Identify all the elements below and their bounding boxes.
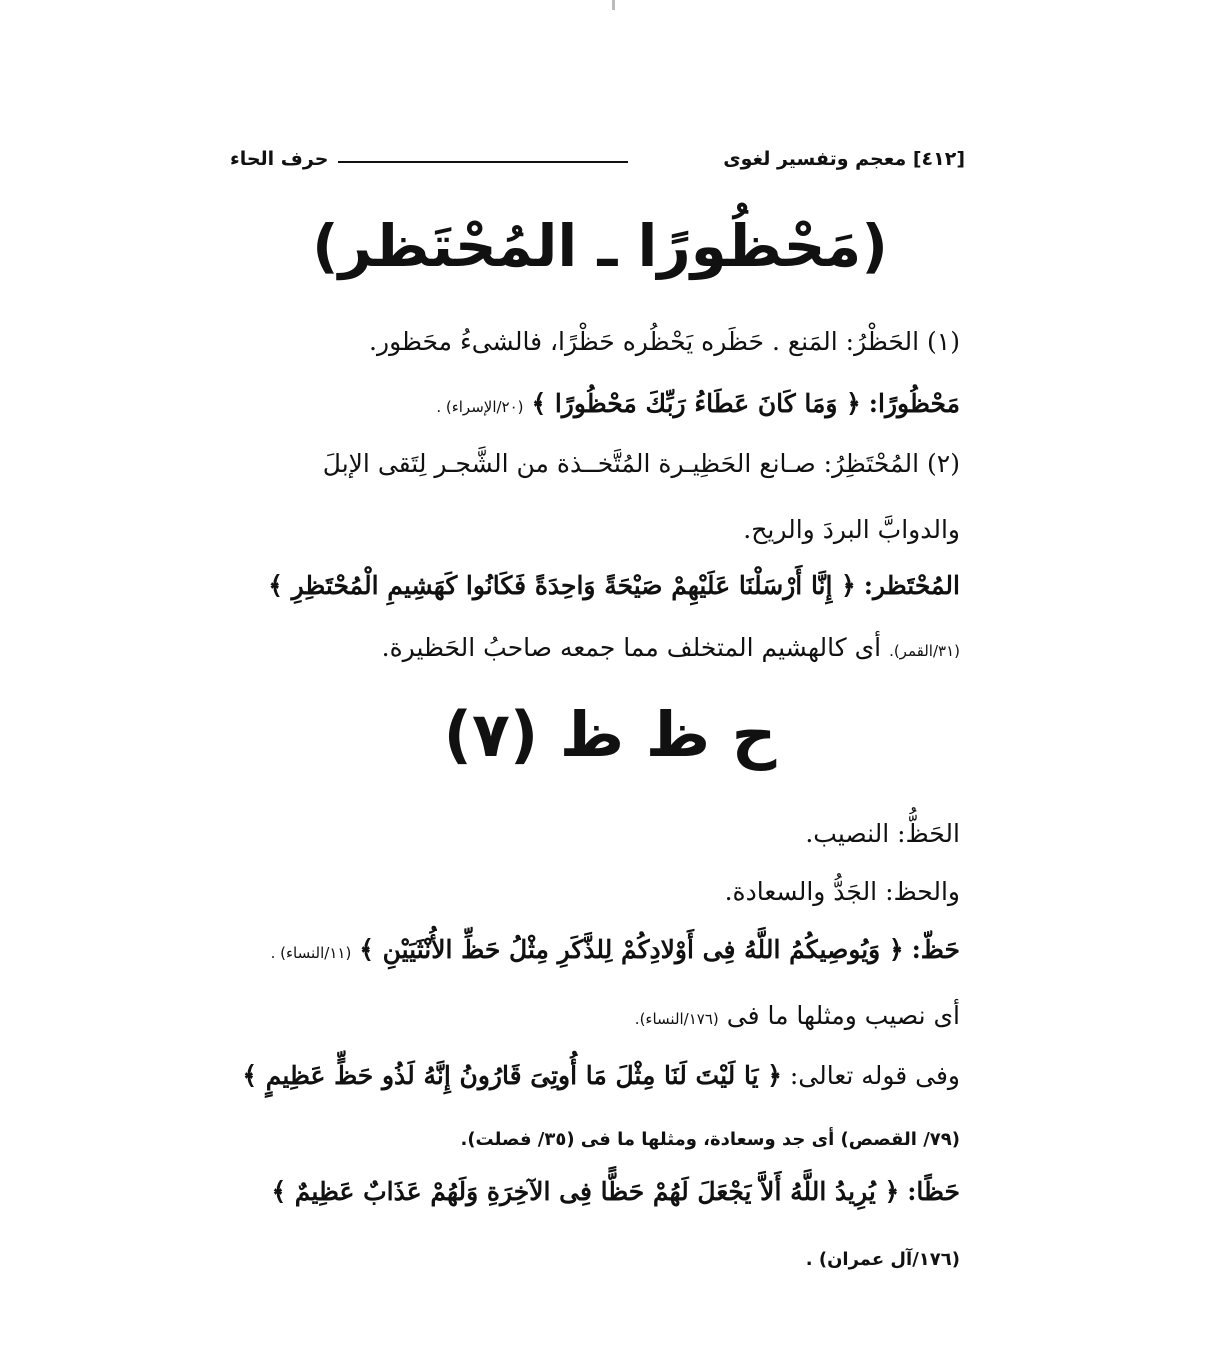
header-book-title: [٤١٢] معجم وتفسير لغوى <box>723 148 965 170</box>
hazza-line <box>230 1172 960 1212</box>
mahzur-label: مَحْظُورًا: <box>868 389 960 418</box>
qarun-note: (٧٩/ القصص) أى جد وسعادة، ومثلها ما فى (٣٥/ فصلت). <box>460 1129 960 1150</box>
hazz-reference: (١١/النساء) . <box>270 944 352 962</box>
hazz-definition-2: والحظ: الجَدُّ والسعادة. <box>724 877 960 906</box>
root-title: ح ظ ظ (٧) <box>443 698 777 771</box>
mahzur-quote: ﴿ وَمَا كَانَ عَطَاءُ رَبِّكَ مَحْظُورًا ﴾ <box>531 389 861 418</box>
hazza-reference: (١٧٦/آل عمران) . <box>805 1249 960 1270</box>
entry-title: (مَحْظُورًا ـ المُحْتَظر) <box>312 212 888 280</box>
hazz-quote: ﴿ وَيُوصِيكُمُ اللَّهُ فِى أَوْلادِكُمْ لِلذَّكَرِ مِثْلُ حَظِّ الأُنْثَيَيْنِ ﴾ <box>359 935 904 964</box>
qarun-intro: وفى قوله تعالى: <box>789 1061 960 1090</box>
hazz-line <box>230 930 960 973</box>
qarun-line <box>230 1056 960 1096</box>
scan-mark <box>612 0 615 10</box>
muhtazir-label: المُحْتَظر: <box>863 571 960 600</box>
mahzur-line <box>230 384 960 427</box>
hazz-explanation: أى نصيب ومثلها ما فى <box>726 1001 960 1030</box>
hazz-explanation-line <box>230 996 960 1039</box>
header-section-title: حرف الحاء <box>230 148 329 170</box>
hazza-label: حَظًا: <box>907 1177 960 1206</box>
hazz-label: حَظّ: <box>911 935 960 964</box>
qarun-quote: ﴿ يَا لَيْتَ لَنَا مِثْلَ مَا أُوتِىَ قَارُونُ إِنَّهُ لَذُو حَظٍّ عَظِيمٍ ﴾ <box>242 1061 782 1090</box>
header-rule <box>338 161 628 163</box>
hazz-explanation-reference: (١٧٦/النساء). <box>634 1010 719 1028</box>
muhtazir-explanation: أى كالهشيم المتخلف مما جمعه صاحبُ الحَظيرة. <box>381 633 882 662</box>
muhtazir-reference: (٣١/القمر). <box>889 642 960 660</box>
muhtazir-explanation-line <box>230 628 960 671</box>
definition-line-2a: (٢) المُحْتَظِرُ: صـانع الحَظِيـرة المُتَّخــذة من الشَّجـر لِتَقى الإبلَ <box>322 449 960 478</box>
muhtazir-line <box>230 566 960 606</box>
hazz-definition-1: الحَظُّ: النصيب. <box>805 819 960 848</box>
muhtazir-quote: ﴿ إِنَّا أَرْسَلْنَا عَلَيْهِمْ صَيْحَةً وَاحِدَةً فَكَانُوا كَهَشِيمِ الْمُحْتَظِرِ ﴾ <box>268 571 856 600</box>
running-header <box>230 148 965 178</box>
mahzur-reference: (٢٠/الإسراء) . <box>436 398 524 416</box>
definition-line-1: (١) الحَظْرُ: المَنع . حَظَره يَحْظُره حَظْرًا، فالشىءُ محَظور. <box>369 327 960 356</box>
hazza-quote: ﴿ يُرِيدُ اللَّهُ أَلاَّ يَجْعَلَ لَهُمْ حَظًّا فِى الآخِرَةِ وَلَهُمْ عَذَابٌ عَظِيمٌ ﴾ <box>271 1177 900 1206</box>
definition-line-2b: والدوابَّ البردَ والريح. <box>743 515 960 544</box>
